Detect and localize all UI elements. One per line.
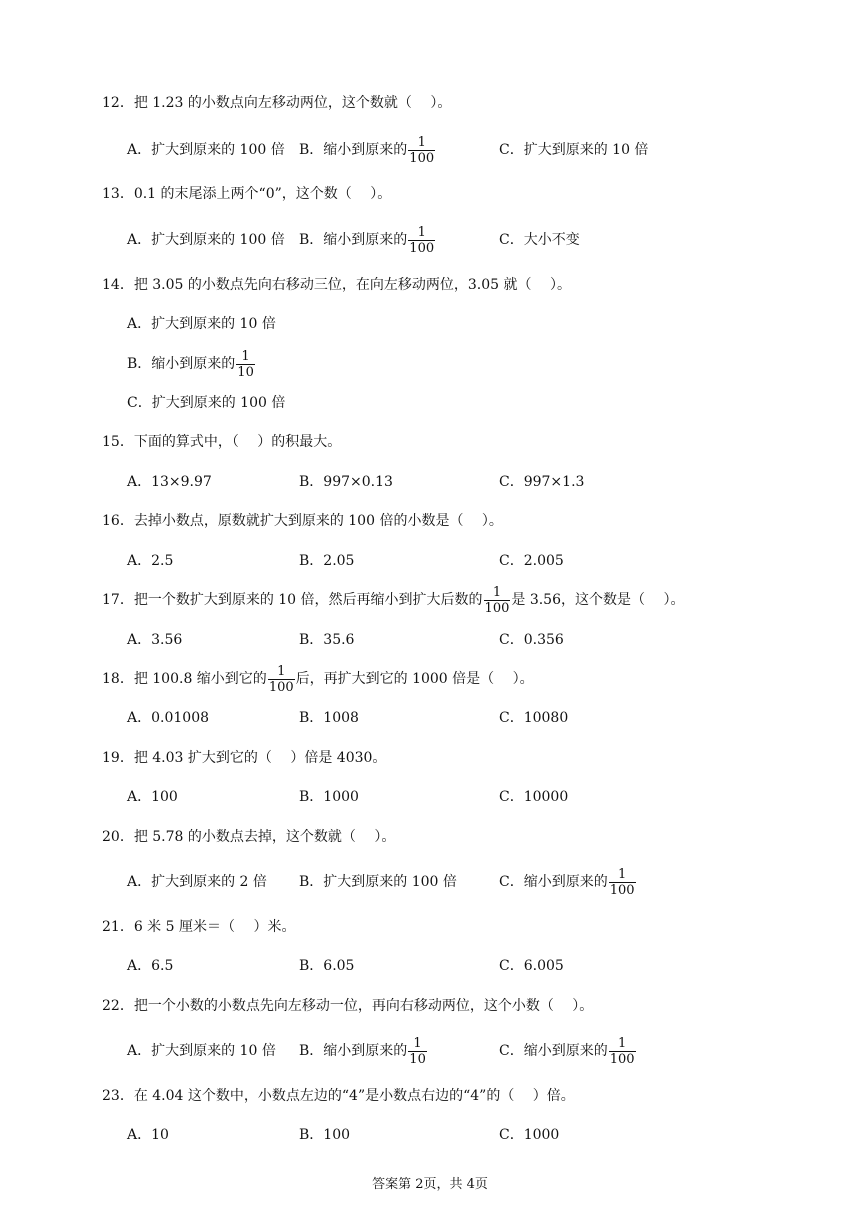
question-23-option-a: A．10 (127, 1127, 169, 1143)
question-17-option-b: B．35.6 (299, 632, 355, 648)
question-21-option-b: B．6.05 (299, 958, 355, 974)
question-22-option-b: B．缩小到原来的 $\frac{1}{10}$ (299, 1035, 426, 1067)
question-14-stem: 14．把 3.05 的小数点先向右移动三位，在向左移动两位，3.05 就（ ）。 (102, 277, 571, 293)
question-17-stem: 17．把一个数扩大到原来的 10 倍，然后再缩小到扩大后数的 $\frac{1}{100}$ 是 3.56，这个数是（ ）。 (102, 584, 685, 616)
question-22-option-c: C．缩小到原来的 $\frac{1}{100}$ (499, 1035, 635, 1067)
question-15-option-b: B．997×0.13 (299, 474, 393, 490)
question-23-option-c: C．1000 (499, 1127, 560, 1143)
question-17-option-a: A．3.56 (127, 632, 183, 648)
question-15-option-a: A．13×9.97 (127, 474, 212, 490)
question-20-stem: 20．把 5.78 的小数点去掉，这个数就（ ）。 (102, 829, 396, 845)
question-14-option-b: B．缩小到原来的 $\frac{1}{10}$ (127, 348, 254, 380)
question-12-option-c: C．扩大到原来的 10 倍 (499, 142, 649, 158)
question-16-stem: 16．去掉小数点，原数就扩大到原来的 100 倍的小数是（ ）。 (102, 513, 503, 529)
question-14-option-a: A．扩大到原来的 10 倍 (127, 316, 276, 332)
fraction: $\frac{1}{100}$ (609, 1035, 635, 1067)
question-21-option-c: C．6.005 (499, 958, 564, 974)
question-15-option-c: C．997×1.3 (499, 474, 585, 490)
question-23-stem: 23．在 4.04 这个数中，小数点左边的“4”是小数点右边的“4”的（ ）倍。 (102, 1088, 575, 1104)
question-16-option-c: C．2.005 (499, 553, 564, 569)
fraction: $\frac{1}{10}$ (409, 1035, 426, 1067)
question-20-option-a: A．扩大到原来的 2 倍 (127, 874, 267, 890)
question-18-option-a: A．0.01008 (127, 710, 210, 726)
question-13-stem: 13．0.1 的末尾添上两个“0”，这个数（ ）。 (102, 186, 392, 202)
question-22-stem: 22．把一个小数的小数点先向左移动一位，再向右移动两位，这个小数（ ）。 (102, 998, 594, 1014)
question-18-stem: 18．把 100.8 缩小到它的 $\frac{1}{100}$ 后，再扩大到它的 1000 倍是（ ）。 (102, 663, 534, 695)
question-23-option-b: B．100 (299, 1127, 351, 1143)
question-17-option-c: C．0.356 (499, 632, 564, 648)
fraction: $\frac{1}{10}$ (237, 348, 254, 380)
question-18-option-b: B．1008 (299, 710, 359, 726)
question-19-option-a: A．100 (127, 789, 178, 805)
question-14-option-c: C．扩大到原来的 100 倍 (127, 395, 286, 411)
question-19-option-c: C．10000 (499, 789, 569, 805)
question-18-option-c: C．10080 (499, 710, 569, 726)
question-20-option-b: B．扩大到原来的 100 倍 (299, 874, 457, 890)
page-footer: 答案第 2页，共 4页 (372, 1177, 488, 1192)
question-13-option-c: C．大小不变 (499, 232, 580, 248)
fraction: $\frac{1}{100}$ (609, 866, 635, 898)
question-16-option-a: A．2.5 (127, 553, 174, 569)
question-19-option-b: B．1000 (299, 789, 359, 805)
fraction: $\frac{1}{100}$ (268, 663, 294, 695)
question-20-option-c: C．缩小到原来的 $\frac{1}{100}$ (499, 866, 635, 898)
question-12-stem: 12．把 1.23 的小数点向左移动两位，这个数就（ ）。 (102, 95, 452, 111)
question-12-option-b: B．缩小到原来的 $\frac{1}{100}$ (299, 134, 435, 166)
fraction: $\frac{1}{100}$ (484, 584, 510, 616)
question-16-option-b: B．2.05 (299, 553, 355, 569)
question-19-stem: 19．把 4.03 扩大到它的（ ）倍是 4030。 (102, 750, 387, 766)
question-21-option-a: A．6.5 (127, 958, 174, 974)
fraction: $\frac{1}{100}$ (409, 224, 435, 256)
question-13-option-b: B．缩小到原来的 $\frac{1}{100}$ (299, 224, 435, 256)
question-15-stem: 15．下面的算式中，（ ）的积最大。 (102, 434, 342, 450)
question-13-option-a: A．扩大到原来的 100 倍 (127, 232, 285, 248)
question-21-stem: 21．6 米 5 厘米＝（ ）米。 (102, 919, 296, 935)
fraction: $\frac{1}{100}$ (409, 134, 435, 166)
question-22-option-a: A．扩大到原来的 10 倍 (127, 1043, 276, 1059)
question-12-option-a: A．扩大到原来的 100 倍 (127, 142, 285, 158)
